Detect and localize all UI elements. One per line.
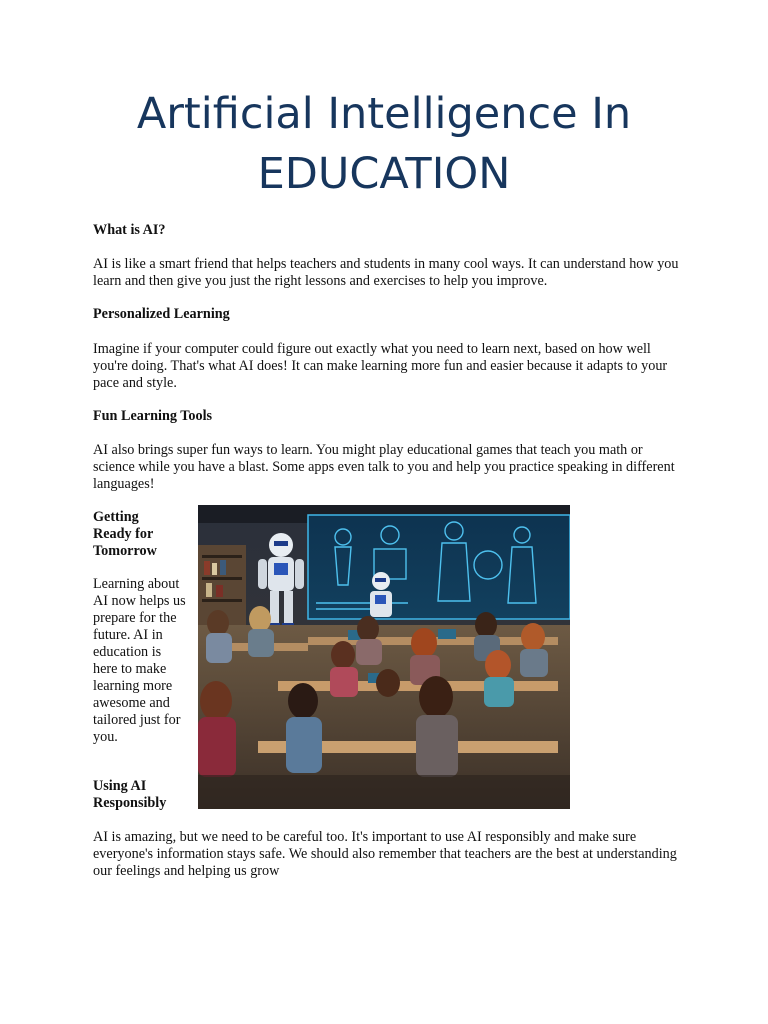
- classroom-robots-image: [198, 505, 570, 809]
- paragraph-fun-learning-tools: AI also brings super fun ways to learn. You might play educational games that teach you math or science while you have a blast. Some apps even talk to you and help you practice speaking in different languages!: [93, 442, 675, 492]
- heading-what-is-ai: What is AI?: [93, 222, 166, 238]
- heading-using-ai-responsibly: Using AI Responsibly: [93, 778, 167, 811]
- page-title: [0, 84, 768, 204]
- title-line-2: EDUCATION: [257, 149, 511, 199]
- heading-personalized-learning: Personalized Learning: [93, 306, 230, 322]
- heading-getting-ready: Getting Ready for Tomorrow: [93, 509, 157, 559]
- heading-fun-learning-tools: Fun Learning Tools: [93, 408, 213, 424]
- paragraph-personalized-learning: Imagine if your computer could figure out exactly what you need to learn next, based on how well you're doing. That's what AI does! It can make learning more fun and easier because it adapts to your pace and style.: [93, 341, 668, 391]
- title-line-1: Artificial Intelligence In: [136, 89, 632, 139]
- paragraph-using-ai-responsibly: AI is amazing, but we need to be careful too. It's important to use AI responsibly and make sure everyone's information stays safe. We should also remember that teachers are the best at understanding our feelings and helping us grow: [93, 829, 677, 879]
- paragraph-what-is-ai: AI is like a smart friend that helps teachers and students in many cool ways. It can understand how you learn and then give you just the right lessons and exercises to help you improve.: [93, 256, 679, 289]
- paragraph-getting-ready: Learning about AI now helps us prepare for the future. AI in education is here to make learning more awesome and tailored just for you.: [93, 576, 186, 745]
